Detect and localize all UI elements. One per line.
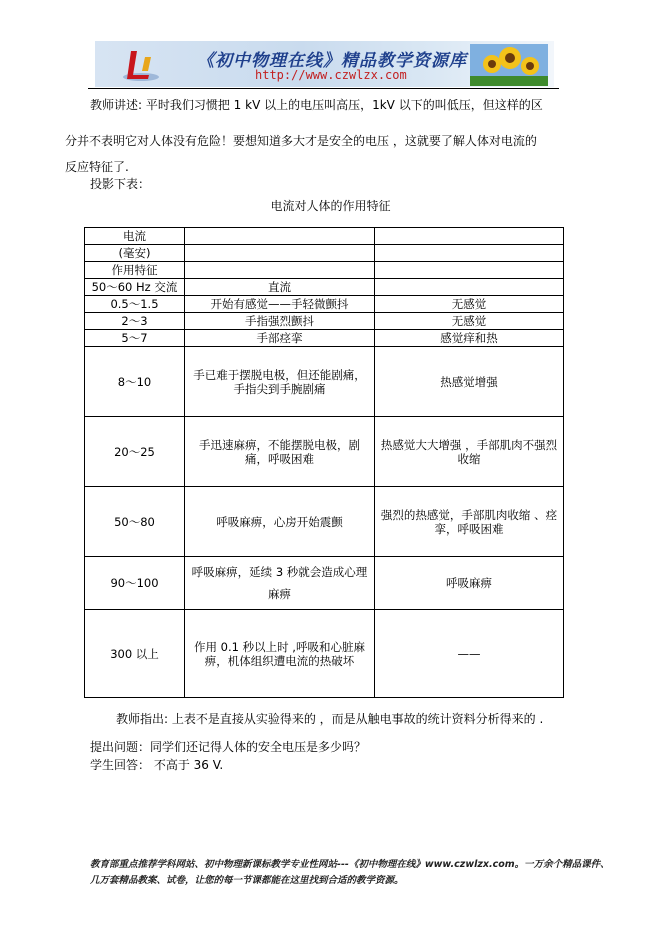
table-cell-ac: 开始有感觉——手轻微颤抖 (185, 296, 375, 313)
table-cell-dc: 热感觉大大增强 ，手部肌肉不强烈收缩 (375, 417, 564, 487)
sunflower-icon (470, 44, 548, 86)
table-cell-ac: 作用 0.1 秒以上时 ,呼吸和心脏麻痹，机体组织遭电流的热破坏 (185, 610, 375, 698)
intro-line-2: 分并不表明它对人体没有危险！要想知道多大才是安全的电压 ，这就要了解人体对电流的 (65, 134, 537, 148)
table-cell-current: 300 以上 (85, 610, 185, 698)
header-blank (185, 245, 375, 262)
header-unit: (毫安) (85, 245, 185, 262)
banner-title: 《初中物理在线》精品教学资源库 (197, 51, 467, 71)
banner-url[interactable]: http://www.czwlzx.com (255, 68, 407, 82)
table-cell-dc: —— (375, 610, 564, 698)
table-cell-current: 8～10 (85, 347, 185, 417)
table-cell-ac: 手已难于摆脱电极，但还能剧痛，手指尖到手腕剧痛 (185, 347, 375, 417)
question: 提出问题：同学们还记得人体的安全电压是多少吗？ (90, 740, 367, 754)
table-caption: 电流对人体的作用特征 (270, 199, 391, 213)
table-cell-ac: 手迅速麻痹，不能摆脱电极，剧痛，呼吸困难 (185, 417, 375, 487)
table-cell-current: 2～3 (85, 313, 185, 330)
table-cell-current: 90～100 (85, 557, 185, 610)
header-blank (185, 262, 375, 279)
table-cell-current: 50～80 (85, 487, 185, 557)
table-cell-dc: 无感觉 (375, 296, 564, 313)
table-cell-ac: 手部痉挛 (185, 330, 375, 347)
footer-line-1: 教育部重点推荐学科网站、初中物理新课标教学专业性网站---《初中物理在线》www.czwlzx.com。一万余个精品课件、 (90, 859, 610, 870)
table-cell-ac: 手指强烈颤抖 (185, 313, 375, 330)
table-cell-dc: 强烈的热感觉，手部肌肉收缩 、痉挛，呼吸困难 (375, 487, 564, 557)
header-blank (375, 262, 564, 279)
current-effects-table (84, 227, 564, 698)
header-ac: 50～60 Hz 交流 (85, 279, 185, 296)
teacher-note: 教师指出: 上表不是直接从实验得来的 ，而是从触电事故的统计资料分析得来的 . (116, 712, 544, 726)
site-logo-icon (121, 47, 161, 83)
header-blank (375, 245, 564, 262)
table-cell-current: 5～7 (85, 330, 185, 347)
table-cell-dc: 呼吸麻痹 (375, 557, 564, 610)
header-rule (88, 88, 559, 89)
intro-line-4: 投影下表： (90, 177, 151, 191)
header-effect: 作用特征 (85, 262, 185, 279)
intro-line-3: 反应特征了. (65, 160, 129, 174)
intro-line-1: 教师讲述: 平时我们习惯把 1 kV 以上的电压叫高压，1kV 以下的叫低压，但这样的区 (90, 98, 543, 112)
header-dc: 直流 (185, 279, 375, 296)
footer (90, 857, 610, 889)
header-current: 电流 (85, 228, 185, 245)
header-blank (185, 228, 375, 245)
table-cell-current: 0.5～1.5 (85, 296, 185, 313)
header-blank (375, 228, 564, 245)
footer-line-2: 几万套精品教案、试卷，让您的每一节课都能在这里找到合适的教学资源。 (90, 875, 404, 886)
header-banner (95, 41, 554, 87)
table-cell-dc: 热感觉增强 (375, 347, 564, 417)
table-cell-dc: 无感觉 (375, 313, 564, 330)
table-cell-ac: 呼吸麻痹，延续 3 秒就会造成心理麻痹 (185, 557, 375, 610)
table-cell-ac: 呼吸麻痹，心房开始震颤 (185, 487, 375, 557)
header-blank (375, 279, 564, 296)
table-cell-current: 20～25 (85, 417, 185, 487)
table-cell-dc: 感觉痒和热 (375, 330, 564, 347)
answer: 学生回答： 不高于 36 V. (90, 758, 224, 772)
